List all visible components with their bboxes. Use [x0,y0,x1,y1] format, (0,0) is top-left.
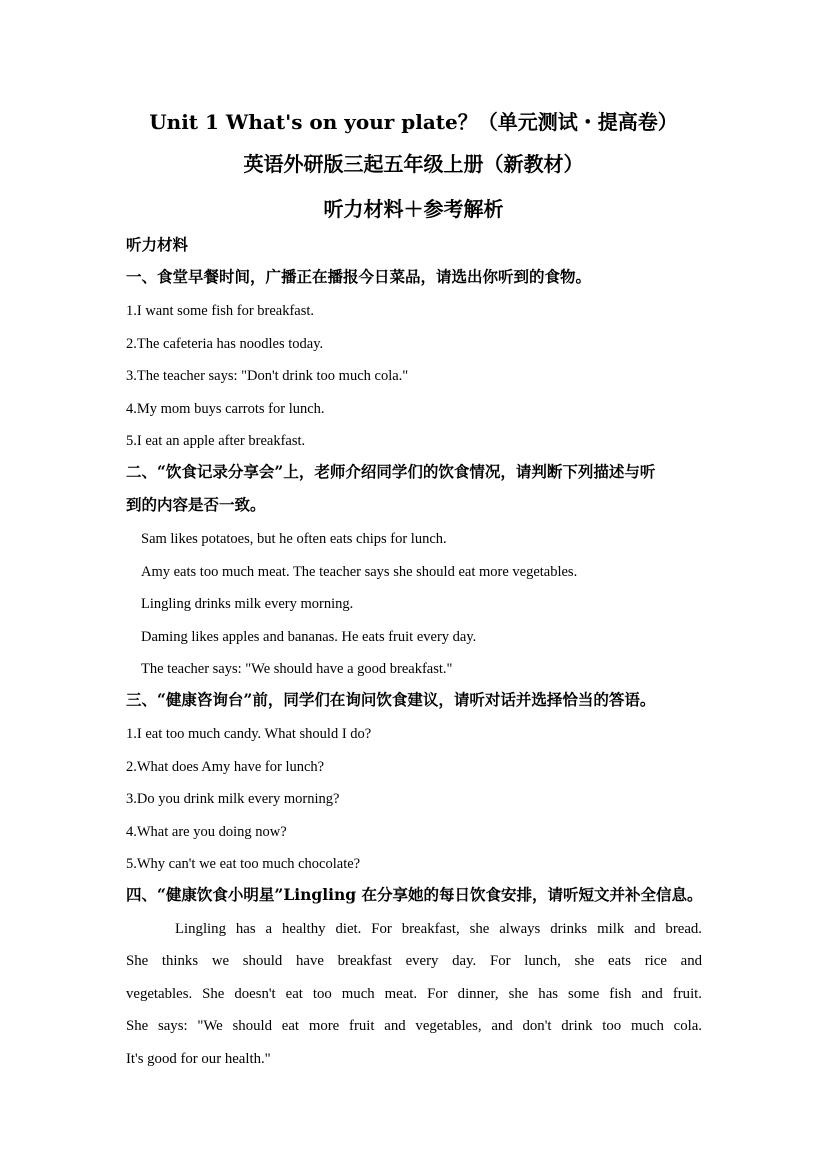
section2-item: Daming likes apples and bananas. He eats fruit every day. [141,629,477,645]
section4-passage-line: vegetables. She doesn't eat too much meat. For dinner, she has some fish and fruit. [126,986,702,1002]
section4-passage-line: She thinks we should have breakfast every day. For lunch, she eats rice and [126,953,702,969]
section3-title: 三、“健康咨询台”前，同学们在询问饮食建议，请听对话并选择恰当的答语。 [126,690,656,709]
section2-item: Lingling drinks milk every morning. [141,596,354,612]
section1-item: 4.My mom buys carrots for lunch. [126,401,325,417]
listening-heading: 听力材料 [126,235,189,254]
section1-item: 1.I want some fish for breakfast. [126,303,315,319]
section3-item: 3.Do you drink milk every morning? [126,791,340,807]
section1-item: 5.I eat an apple after breakfast. [126,433,306,449]
document-title: Unit 1 What's on your plate？（单元测试・提高卷） [149,110,678,134]
section3-item: 5.Why can't we eat too much chocolate? [126,856,361,872]
section3-item: 2.What does Amy have for lunch? [126,759,325,775]
section4-passage-line: Lingling has a healthy diet. For breakfast, she always drinks milk and bread. [175,921,702,937]
section2-title-cont: 到的内容是否一致。 [126,495,266,514]
section2-title: 二、“饮食记录分享会”上，老师介绍同学们的饮食情况，请判断下列描述与听 [126,462,656,481]
section2-item: Sam likes potatoes, but he often eats chips for lunch. [141,531,447,547]
section1-item: 2.The cafeteria has noodles today. [126,336,324,352]
section2-item: The teacher says: "We should have a good breakfast." [141,661,453,677]
section1-title: 一、食堂早餐时间，广播正在播报今日菜品，请选出你听到的食物。 [126,267,592,286]
document-subtitle: 英语外研版三起五年级上册（新教材） [243,152,584,176]
section4-passage-line: It's good for our health." [126,1051,271,1067]
section3-item: 4.What are you doing now? [126,824,287,840]
section4-passage-line: She says: "We should eat more fruit and vegetables, and don't drink too much cola. [126,1018,702,1034]
section1-item: 3.The teacher says: "Don't drink too much cola." [126,368,409,384]
section4-title: 四、“健康饮食小明星”Lingling 在分享她的每日饮食安排，请听短文并补全信息。 [126,885,703,904]
document-section-title: 听力材料＋参考解析 [323,197,504,221]
section3-item: 1.I eat too much candy. What should I do? [126,726,372,742]
section2-item: Amy eats too much meat. The teacher says she should eat more vegetables. [141,564,578,580]
